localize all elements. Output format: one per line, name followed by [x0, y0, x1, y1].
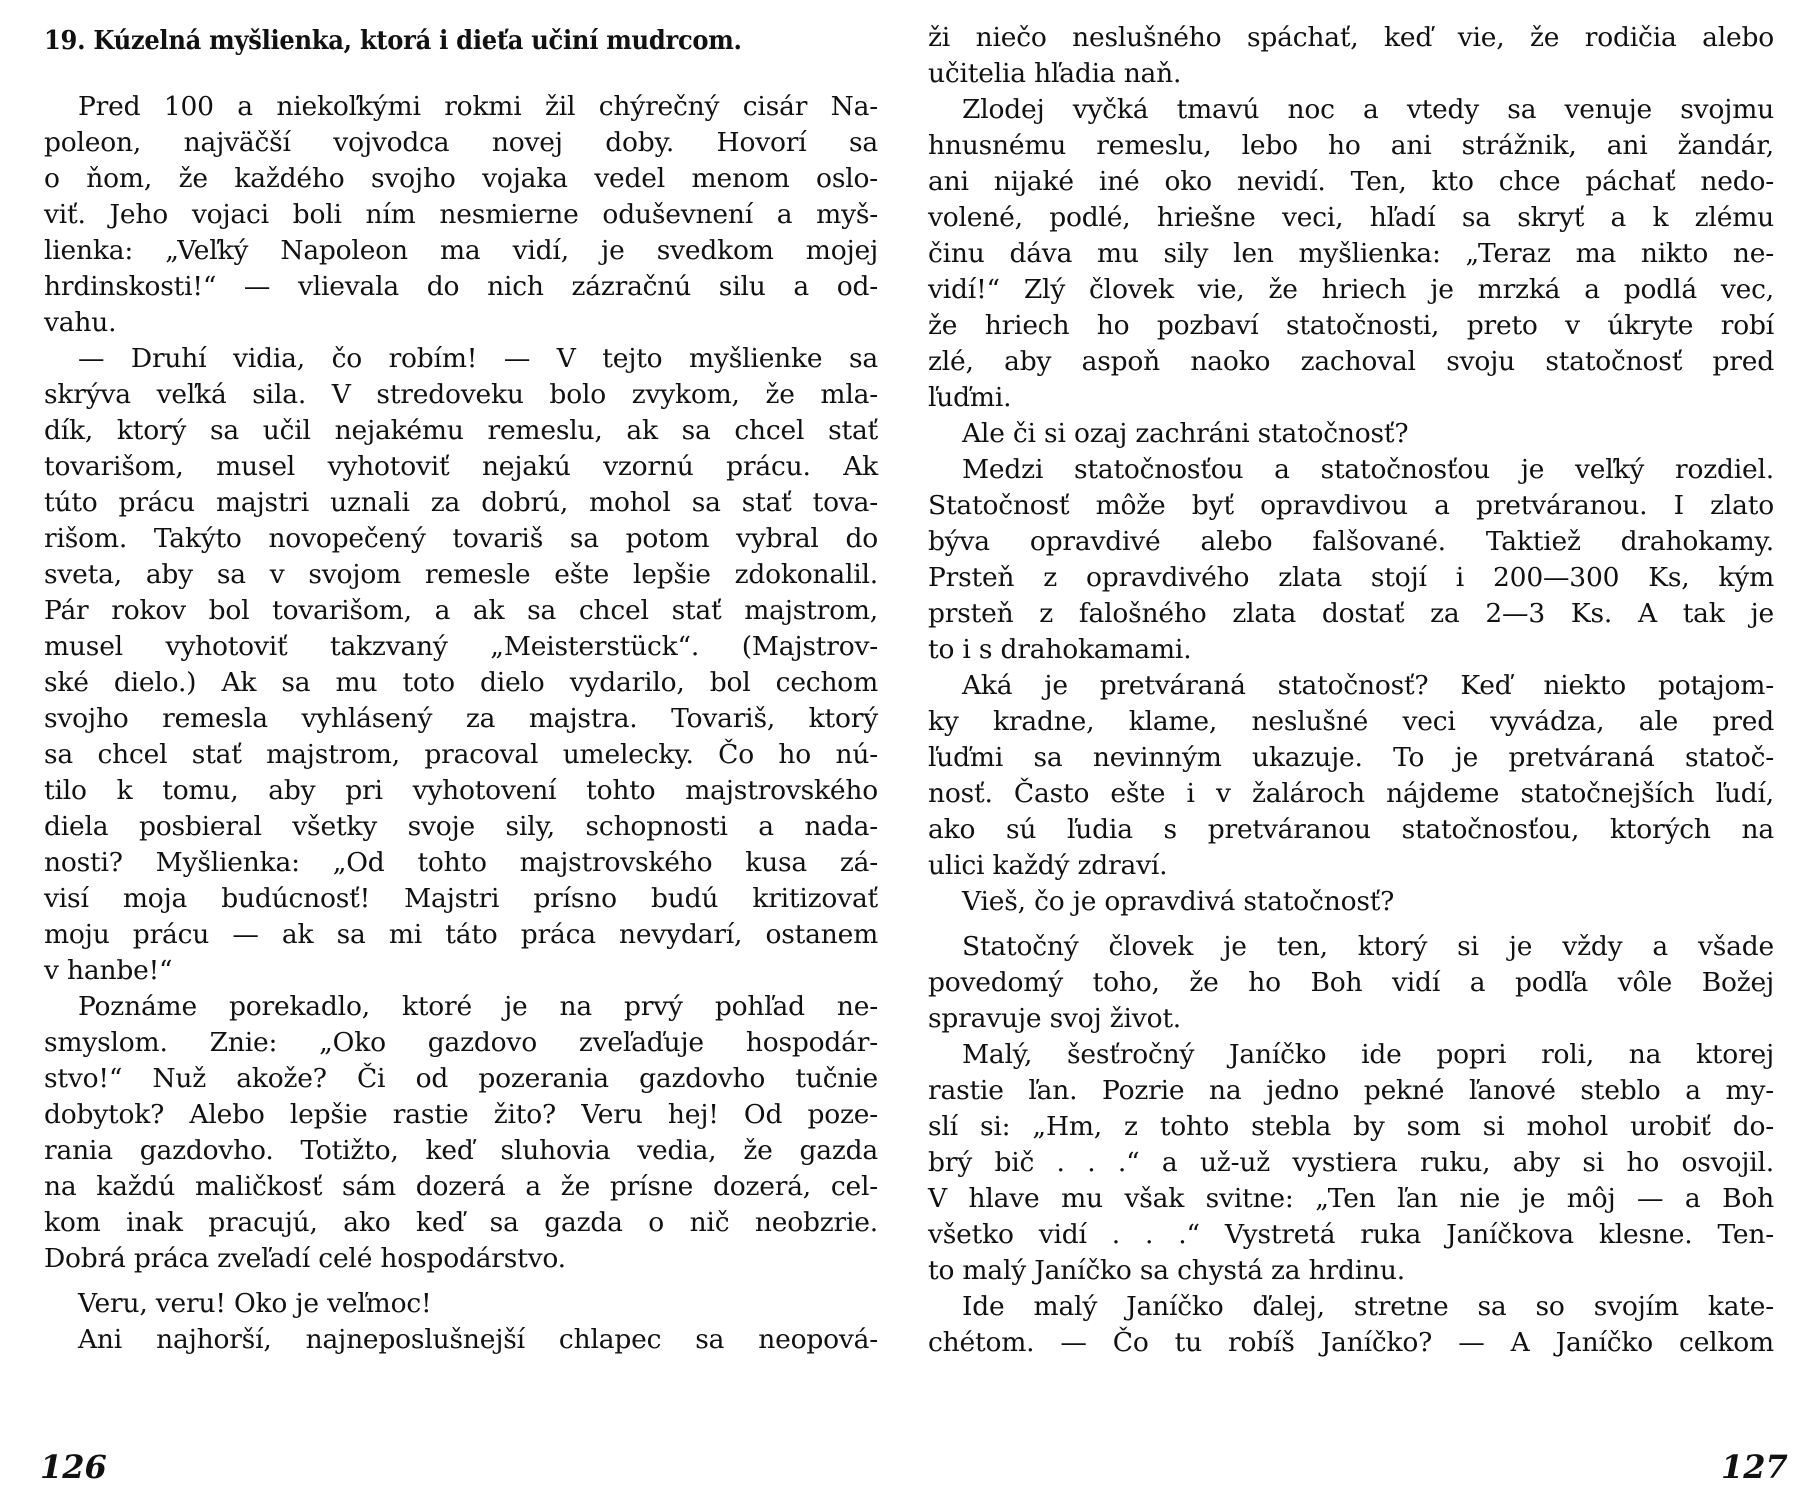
text-line: dobytok? Alebo lepšie rastie žito? Veru hej! Od poze- — [44, 1099, 878, 1130]
text-line: sa chcel stať majstrom, pracoval umelecky. Čo ho nú- — [44, 739, 878, 770]
text-line: učitelia hľadia naň. — [928, 58, 1182, 89]
text-line: moju prácu — ak sa mi táto práca nevydarí, ostanem — [44, 919, 878, 950]
text-line: to i s drahokamami. — [928, 634, 1192, 665]
text-line: ľuďmi. — [928, 382, 1012, 413]
text-line: Malý, šesťročný Janíčko ide popri roli, na ktorej — [962, 1039, 1774, 1070]
text-line: Poznáme porekadlo, ktoré je na prvý pohľad ne- — [78, 991, 878, 1022]
text-line: Pár rokov bol tovarišom, a ak sa chcel stať majstrom, — [44, 595, 878, 626]
text-line: volené, podlé, hriešne veci, hľadí sa skryť a k zlému — [928, 202, 1774, 233]
text-line: že hriech ho pozbaví statočnosti, preto v úkryte robí — [928, 310, 1774, 341]
text-line: — Druhí vidia, čo robím! — V tejto myšlienke sa — [78, 343, 878, 374]
text-line: dík, ktorý sa učil nejakému remeslu, ak sa chcel stať — [44, 415, 878, 446]
text-line: býva opravdivé alebo falšované. Taktiež drahokamy. — [928, 526, 1774, 557]
left-page-body — [44, 89, 878, 1358]
text-line: Prsteň z opravdivého zlata stojí i 200—300 Ks, kým — [928, 562, 1774, 593]
text-line: skrýva veľká sila. V stredoveku bolo zvykom, že mla- — [44, 379, 878, 410]
text-line: to malý Janíčko sa chystá za hrdinu. — [928, 1255, 1405, 1286]
text-line: Ani najhorší, najneposlušnejší chlapec sa neopová- — [78, 1324, 878, 1355]
text-line: rastie ľan. Pozrie na jedno pekné ľanové steblo a my- — [928, 1075, 1774, 1106]
text-line: Statočný človek je ten, ktorý si je vždy a všade — [962, 931, 1774, 962]
text-line: ské dielo.) Ak sa mu toto dielo vydarilo, bol cechom — [44, 667, 878, 698]
page-number-right: 127 — [1721, 1448, 1788, 1486]
text-line: Zlodej vyčká tmavú noc a vtedy sa venuje svojmu — [962, 94, 1774, 125]
text-line: nosti? Myšlienka: „Od tohto majstrovského kusa zá- — [44, 847, 878, 878]
text-line: visí moja budúcnosť! Majstri prísno budú kritizovať — [44, 883, 878, 914]
text-line: vidí!“ Zlý človek vie, že hriech je mrzká a podlá vec, — [928, 274, 1774, 305]
text-line: vahu. — [44, 307, 117, 338]
text-line: brý bič . . .“ a už-už vystiera ruku, aby si ho osvojil. — [928, 1147, 1774, 1178]
text-line: Aká je pretváraná statočnosť? Keď niekto potajom- — [962, 670, 1774, 701]
page-number-left: 126 — [40, 1448, 107, 1486]
text-line: rišom. Takýto novopečený tovariš sa potom vybral do — [44, 523, 878, 554]
text-line: poleon, najväčší vojvodca novej doby. Hovorí sa — [44, 127, 878, 158]
text-line: rania gazdovho. Totižto, keď sluhovia vedia, že gazda — [44, 1135, 878, 1166]
text-line: o ňom, že každého svojho vojaka vedel menom oslo- — [44, 163, 878, 194]
text-line: Statočnosť môže byť opravdivou a pretváranou. I zlato — [928, 490, 1774, 521]
text-line: ľuďmi sa nevinným ukazuje. To je pretváraná statoč- — [928, 742, 1774, 773]
text-line: musel vyhotoviť takzvaný „Meisterstück“. (Majstrov- — [44, 631, 878, 662]
text-line: sveta, aby sa v svojom remesle ešte lepšie zdokonalil. — [44, 559, 878, 590]
text-line: kom inak pracujú, ako keď sa gazda o nič neobzrie. — [44, 1207, 878, 1238]
text-line: spravuje svoj život. — [928, 1003, 1181, 1034]
text-line: tilo k tomu, aby pri vyhotovení tohto majstrovského — [44, 775, 878, 806]
text-line: diela posbieral všetky svoje sily, schopnosti a nada- — [44, 811, 878, 842]
text-line: Veru, veru! Oko je veľmoc! — [78, 1288, 432, 1319]
text-line: Medzi statočnosťou a statočnosťou je veľký rozdiel. — [962, 454, 1774, 485]
text-line: ulici každý zdraví. — [928, 850, 1168, 881]
text-line: Ide malý Janíčko ďalej, stretne sa so svojím kate- — [962, 1291, 1774, 1322]
text-line: slí si: „Hm, z tohto stebla by som si mohol urobiť do- — [928, 1111, 1774, 1142]
text-line: na každú maličkosť sám dozerá a že prísne dozerá, cel- — [44, 1171, 878, 1202]
text-line: hrdinskosti!“ — vlievala do nich zázračnú silu a od- — [44, 271, 878, 302]
text-line: ky kradne, klame, neslušné veci vyvádza, ale pred — [928, 706, 1774, 737]
text-line: ako sú ľudia s pretváranou statočnosťou, ktorých na — [928, 814, 1774, 845]
right-page-body — [928, 20, 1774, 1361]
text-line: V hlave mu však svitne: „Ten ľan nie je môj — a Boh — [928, 1183, 1774, 1214]
text-line: v hanbe!“ — [44, 955, 173, 986]
text-line: Dobrá práca zveľadí celé hospodárstvo. — [44, 1243, 566, 1274]
text-line: činu dáva mu sily len myšlienka: „Teraz ma nikto ne- — [928, 238, 1774, 269]
text-line: ani nijaké iné oko nevidí. Ten, kto chce páchať nedo- — [928, 166, 1774, 197]
text-line: túto prácu majstri uznali za dobrú, mohol sa stať tova- — [44, 487, 878, 518]
text-line: smyslom. Znie: „Oko gazdovo zveľaďuje hospodár- — [44, 1027, 878, 1058]
text-line: Vieš, čo je opravdivá statočnosť? — [962, 886, 1395, 917]
text-line: Pred 100 a niekoľkými rokmi žil chýrečný cisár Na- — [78, 91, 878, 122]
text-line: svojho remesla vyhlásený za majstra. Tovariš, ktorý — [44, 703, 878, 734]
chapter-heading: 19. Kúzelná myšlienka, ktorá i dieťa učiní mudrcom. — [44, 26, 742, 56]
text-line: zlé, aby aspoň naoko zachoval svoju statočnosť pred — [928, 346, 1774, 377]
text-line: stvo!“ Nuž akože? Či od pozerania gazdovho tučnie — [44, 1063, 878, 1094]
text-line: nosť. Často ešte i v žalároch nájdeme statočnejších ľudí, — [928, 778, 1774, 809]
text-line: hnusnému remeslu, lebo ho ani strážnik, ani žandár, — [928, 130, 1774, 161]
text-line: prsteň z falošného zlata dostať za 2—3 Ks. A tak je — [928, 598, 1774, 629]
text-line: povedomý toho, že ho Boh vidí a podľa vôle Božej — [928, 967, 1774, 998]
text-line: ži niečo neslušného spáchať, keď vie, že rodičia alebo — [928, 22, 1774, 53]
text-line: všetko vidí . . .“ Vystretá ruka Janíčkova klesne. Ten- — [928, 1219, 1774, 1250]
text-line: chétom. — Čo tu robíš Janíčko? — A Janíčko celkom — [928, 1327, 1774, 1358]
text-line: viť. Jeho vojaci boli ním nesmierne oduševnení a myš- — [44, 199, 878, 230]
text-line: lienka: „Veľký Napoleon ma vidí, je svedkom mojej — [44, 235, 878, 266]
text-line: tovarišom, musel vyhotoviť nejakú vzornú prácu. Ak — [44, 451, 878, 482]
text-line: Ale či si ozaj zachráni statočnosť? — [962, 418, 1409, 449]
